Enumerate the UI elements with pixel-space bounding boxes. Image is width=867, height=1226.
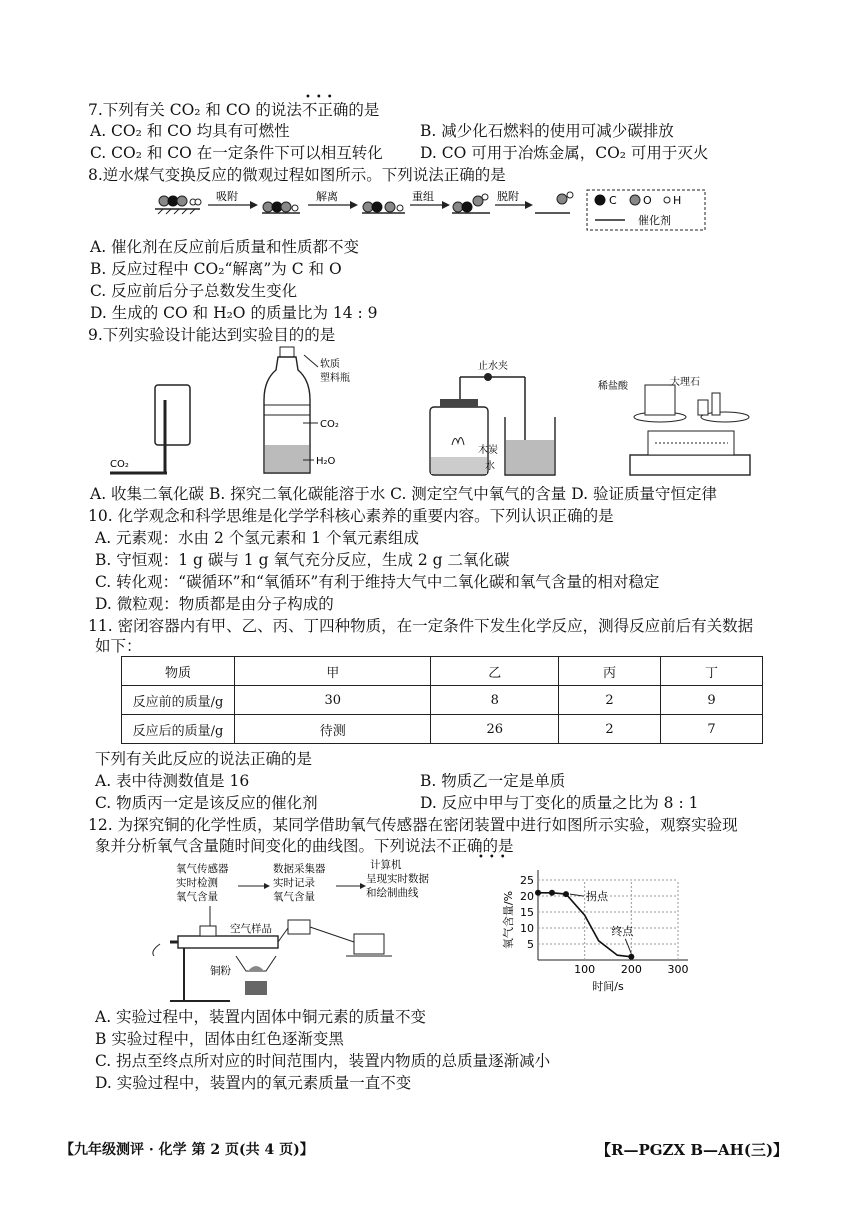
q10-option-b: B. 守恒观：1 g 碳与 1 g 氧气充分反应，生成 2 g 二氧化碳	[95, 551, 510, 569]
svg-text:氧气含量: 氧气含量	[273, 891, 315, 903]
step-label-adsorb: 吸附	[216, 190, 238, 203]
table-row	[122, 686, 763, 715]
catalyst-surface-3	[362, 202, 405, 214]
emphasis-dots: •••	[478, 852, 511, 863]
annotation-leader	[625, 939, 631, 954]
q12-option-b: B 实验过程中，固体由红色逐渐变黑	[95, 1030, 344, 1048]
data-point	[628, 954, 634, 960]
legend-box	[587, 190, 705, 230]
svg-text:CO₂: CO₂	[320, 419, 339, 430]
fig-b-bottle	[264, 347, 350, 473]
q10-option-d: D. 微粒观：物质都是由分子构成的	[95, 595, 334, 613]
table-cell: 丁	[661, 657, 763, 686]
catalyst-surface-1	[155, 196, 201, 215]
q8-option-d: D. 生成的 CO 和 H₂O 的质量比为 14 : 9	[90, 304, 378, 322]
q11-option-c: C. 物质丙一定是该反应的催化剂	[95, 794, 318, 812]
q9-options: A. 收集二氧化碳 B. 探究二氧化碳能溶于水 C. 测定空气中氧气的含量 D. 验证质量守恒定律	[90, 485, 717, 503]
q8-option-c: C. 反应前后分子总数发生变化	[90, 282, 298, 300]
table-row	[122, 715, 763, 744]
data-point	[535, 890, 541, 896]
y-tick-label: 5	[527, 938, 534, 951]
q10-option-a: A. 元素观：水由 2 个氢元素和 1 个氧元素组成	[95, 529, 419, 547]
svg-text:实时记录: 实时记录	[273, 877, 315, 889]
svg-text:木炭: 木炭	[478, 445, 498, 456]
svg-text:O: O	[643, 194, 652, 207]
y-tick-label: 10	[520, 922, 534, 935]
svg-text:H₂O: H₂O	[316, 456, 336, 467]
table-cell: 物质	[122, 657, 235, 686]
table-header-row	[122, 657, 763, 686]
q10-option-c: C. 转化观：“碳循环”和“氧循环”有利于维持大气中二氧化碳和氧气含量的相对稳定	[95, 573, 660, 591]
q11-substem: 下列有关此反应的说法正确的是	[95, 750, 313, 768]
q12-stem-line1: 12. 为探究铜的化学性质，某同学借助氧气传感器在密闭装置中进行如图所示实验，观察实验现	[88, 816, 738, 834]
footer-left: 【九年级测评 · 化学 第 2 页(共 4 页)】	[60, 1142, 314, 1158]
table-cell: 待测	[235, 715, 431, 744]
step-label-desorb: 脱附	[497, 190, 519, 203]
x-tick-label: 300	[667, 963, 689, 976]
table-cell: 2	[559, 715, 661, 744]
svg-text:塑料瓶: 塑料瓶	[320, 373, 350, 384]
table-cell: 2	[559, 686, 661, 715]
table-cell: 8	[431, 686, 559, 715]
q11-option-d: D. 反应中甲与丁变化的质量之比为 8 : 1	[420, 794, 699, 812]
svg-text:实时检测: 实时检测	[176, 877, 218, 889]
q12-apparatus-diagram	[140, 856, 470, 1006]
table-cell: 反应前的质量/g	[122, 686, 235, 715]
svg-text:计算机: 计算机	[370, 859, 402, 871]
svg-text:呈现实时数据: 呈现实时数据	[366, 873, 429, 885]
svg-text:催化剂: 催化剂	[638, 214, 671, 227]
data-point	[563, 891, 569, 897]
q12-option-a: A. 实验过程中，装置内固体中铜元素的质量不变	[95, 1008, 427, 1026]
table-cell: 26	[431, 715, 559, 744]
table-cell: 7	[661, 715, 763, 744]
annotation-leader	[570, 894, 584, 896]
step-label-dissociate: 解离	[316, 190, 338, 203]
y-tick-label: 25	[520, 874, 534, 887]
table-cell: 反应后的质量/g	[122, 715, 235, 744]
catalyst-surface-4	[452, 194, 490, 213]
table-cell: 乙	[431, 657, 559, 686]
svg-text:水: 水	[485, 461, 495, 472]
svg-text:软质: 软质	[320, 359, 340, 370]
q8-micro-process-diagram	[150, 187, 710, 237]
footer-right: 【R—PGZX B—AH(三)】	[596, 1141, 789, 1159]
q11-stem-line1: 11. 密闭容器内有甲、乙、丙、丁四种物质，在一定条件下发生化学反应，测得反应前后有关数据	[88, 617, 754, 635]
svg-text:稀盐酸: 稀盐酸	[598, 381, 628, 392]
q11-option-b: B. 物质乙一定是单质	[420, 772, 566, 790]
svg-text:H: H	[673, 194, 682, 207]
q8-stem: 8.逆水煤气变换反应的微观过程如图所示。下列说法正确的是	[88, 166, 506, 184]
svg-text:大理石: 大理石	[670, 377, 700, 388]
svg-text:和绘制曲线: 和绘制曲线	[366, 887, 419, 899]
x-tick-label: 200	[620, 963, 642, 976]
q12-option-d: D. 实验过程中，装置内的氧元素质量一直不变	[95, 1074, 412, 1092]
q10-stem: 10. 化学观念和科学思维是化学学科核心素养的重要内容。下列认识正确的是	[88, 507, 614, 525]
svg-text:空气样品: 空气样品	[230, 923, 272, 935]
table-cell: 9	[661, 686, 763, 715]
y-tick-label: 15	[520, 906, 534, 919]
catalyst-surface-5	[535, 192, 573, 213]
q7-option-b: B. 减少化石燃料的使用可减少碳排放	[420, 122, 674, 140]
q12-option-c: C. 拐点至终点所对应的时间范围内，装置内物质的总质量逐渐减小	[95, 1052, 551, 1070]
step-label-recombine: 重组	[412, 190, 434, 203]
svg-text:数据采集器: 数据采集器	[273, 863, 326, 875]
q8-option-a: A. 催化剂在反应前后质量和性质都不变	[90, 238, 360, 256]
y-axis-label: 氧气含量/%	[502, 890, 515, 950]
annotation-inflection: 拐点	[586, 890, 608, 904]
q7-stem: 7.下列有关 CO₂ 和 CO 的说法不正确的是	[88, 101, 380, 119]
q11-option-a: A. 表中待测数值是 16	[95, 772, 250, 790]
q7-option-a: A. CO₂ 和 CO 均具有可燃性	[90, 122, 290, 140]
annotation-endpoint: 终点	[611, 924, 634, 938]
data-point	[549, 890, 555, 896]
svg-text:铜粉: 铜粉	[210, 965, 231, 977]
q11-stem-line2: 如下：	[95, 637, 142, 655]
table-cell: 30	[235, 686, 431, 715]
q7-option-d: D. CO 可用于冶炼金属，CO₂ 可用于灭火	[420, 144, 709, 162]
fig-a-collection	[110, 385, 190, 473]
fig-d-balance	[598, 375, 750, 475]
q7-option-c: C. CO₂ 和 CO 在一定条件下可以相互转化	[90, 144, 383, 162]
x-axis-label: 时间/s	[592, 980, 624, 993]
table-cell: 甲	[235, 657, 431, 686]
q11-data-table	[121, 656, 763, 744]
catalyst-surface-2	[262, 202, 300, 214]
y-tick-label: 20	[520, 890, 534, 903]
fig-c-oxygen-content	[430, 359, 555, 475]
q9-apparatus-figures	[100, 345, 760, 480]
emphasis-dots: •••	[305, 92, 338, 103]
svg-text:氧气传感器: 氧气传感器	[176, 863, 229, 875]
oxygen-content-chart	[500, 862, 700, 997]
table-cell: 丙	[559, 657, 661, 686]
svg-text:C: C	[609, 194, 617, 207]
x-tick-label: 100	[574, 963, 596, 976]
q9-stem: 9.下列实验设计能达到实验目的的是	[88, 326, 336, 344]
svg-text:氧气含量: 氧气含量	[176, 891, 218, 903]
q12-stem-line2: 象并分析氧气含量随时间变化的曲线图。下列说法不正确的是	[95, 837, 514, 855]
svg-text:CO₂: CO₂	[110, 459, 129, 470]
q8-option-b: B. 反应过程中 CO₂“解离”为 C 和 O	[90, 260, 342, 278]
svg-text:止水夹: 止水夹	[478, 361, 508, 372]
